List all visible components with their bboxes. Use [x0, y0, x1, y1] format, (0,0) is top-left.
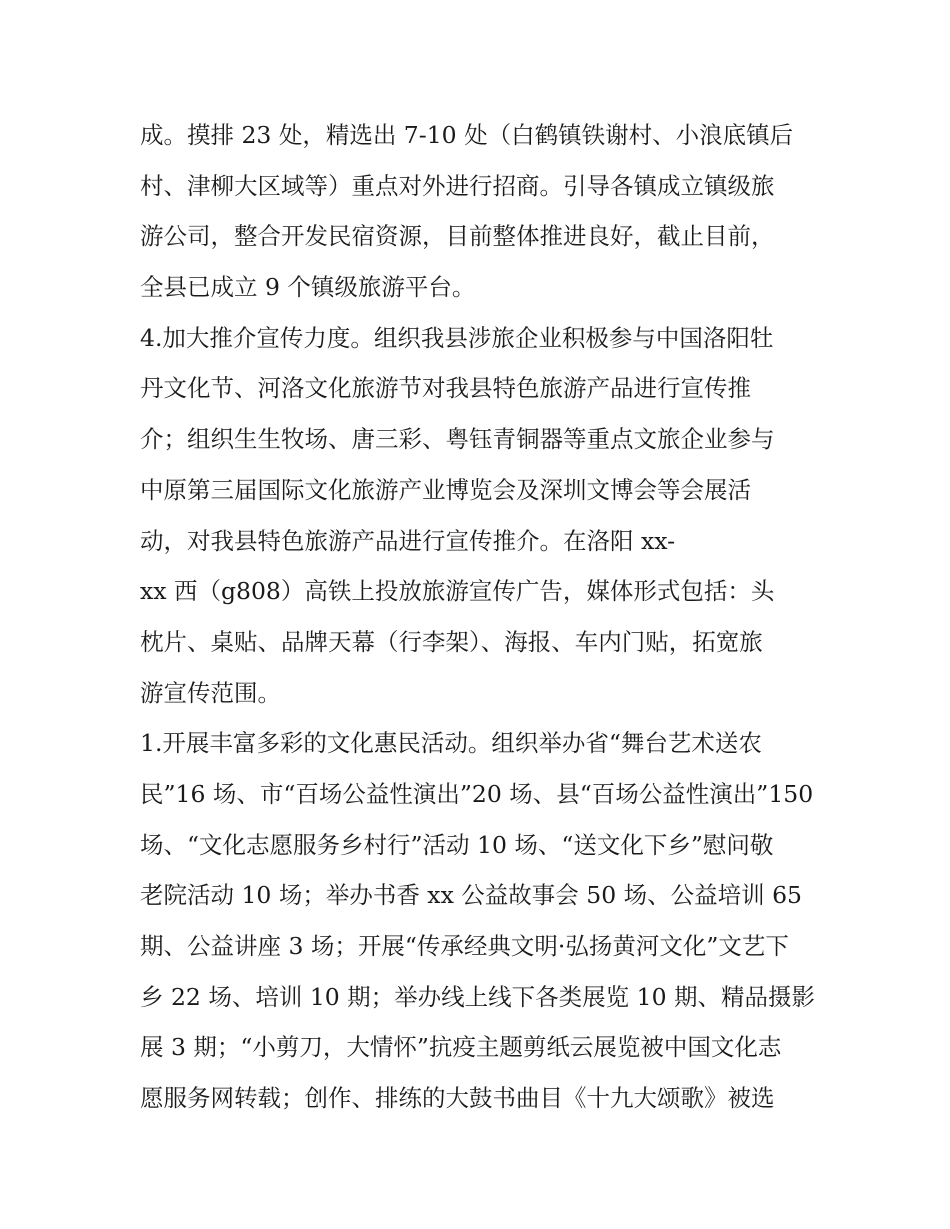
text-line: 民”16 场、市“百场公益性演出”20 场、县“百场公益性演出”150 — [140, 779, 814, 808]
text-line: 介；组织生生牧场、唐三彩、粤钰青铜器等重点文旅企业参与 — [140, 425, 775, 454]
text-line: 动，对我县特色旅游产品进行宣传推介。在洛阳 xx- — [140, 526, 676, 555]
text-line: 场、“文化志愿服务乡村行”活动 10 场、“送文化下乡”慰问敬 — [140, 830, 774, 859]
document-body — [140, 110, 820, 1124]
text-line: 全县已成立 9 个镇级旅游平台。 — [140, 273, 476, 302]
text-line: 展 3 期；“小剪刀，大情怀”抗疫主题剪纸云展览被中国文化志 — [140, 1033, 782, 1062]
text-line: 4.加大推介宣传力度。组织我县涉旅企业积极参与中国洛阳牡 — [140, 323, 774, 352]
text-line: 村、津柳大区域等）重点对外进行招商。引导各镇成立镇级旅 — [140, 171, 775, 200]
text-line: 老院活动 10 场；举办书香 xx 公益故事会 50 场、公益培训 65 — [140, 881, 803, 910]
text-line: 愿服务网转载；创作、排练的大鼓书曲目《十九大颂歌》被选 — [140, 1084, 775, 1113]
text-line: xx 西（g808）高铁上投放旅游宣传广告，媒体形式包括：头 — [140, 577, 775, 606]
text-line: 枕片、桌贴、品牌天幕（行李架）、海报、车内门贴，拓宽旅 — [140, 627, 763, 656]
text-line: 游公司，整合开发民宿资源，目前整体推进良好，截止目前， — [140, 222, 775, 251]
text-line: 成。摸排 23 处，精选出 7-10 处（白鹤镇铁谢村、小浪底镇后 — [140, 121, 794, 149]
text-line: 游宣传范围。 — [140, 678, 281, 707]
text-line: 1.开展丰富多彩的文化惠民活动。组织举办省“舞台艺术送农 — [140, 729, 762, 758]
text-line: 乡 22 场、培训 10 期；举办线上线下各类展览 10 期、精品摄影 — [140, 982, 816, 1011]
text-line: 丹文化节、河洛文化旅游节对我县特色旅游产品进行宣传推 — [140, 374, 751, 403]
text-line: 中原第三届国际文化旅游产业博览会及深圳文博会等会展活 — [140, 475, 751, 504]
text-line: 期、公益讲座 3 场；开展“传承经典文明·弘扬黄河文化”文艺下 — [140, 932, 789, 960]
